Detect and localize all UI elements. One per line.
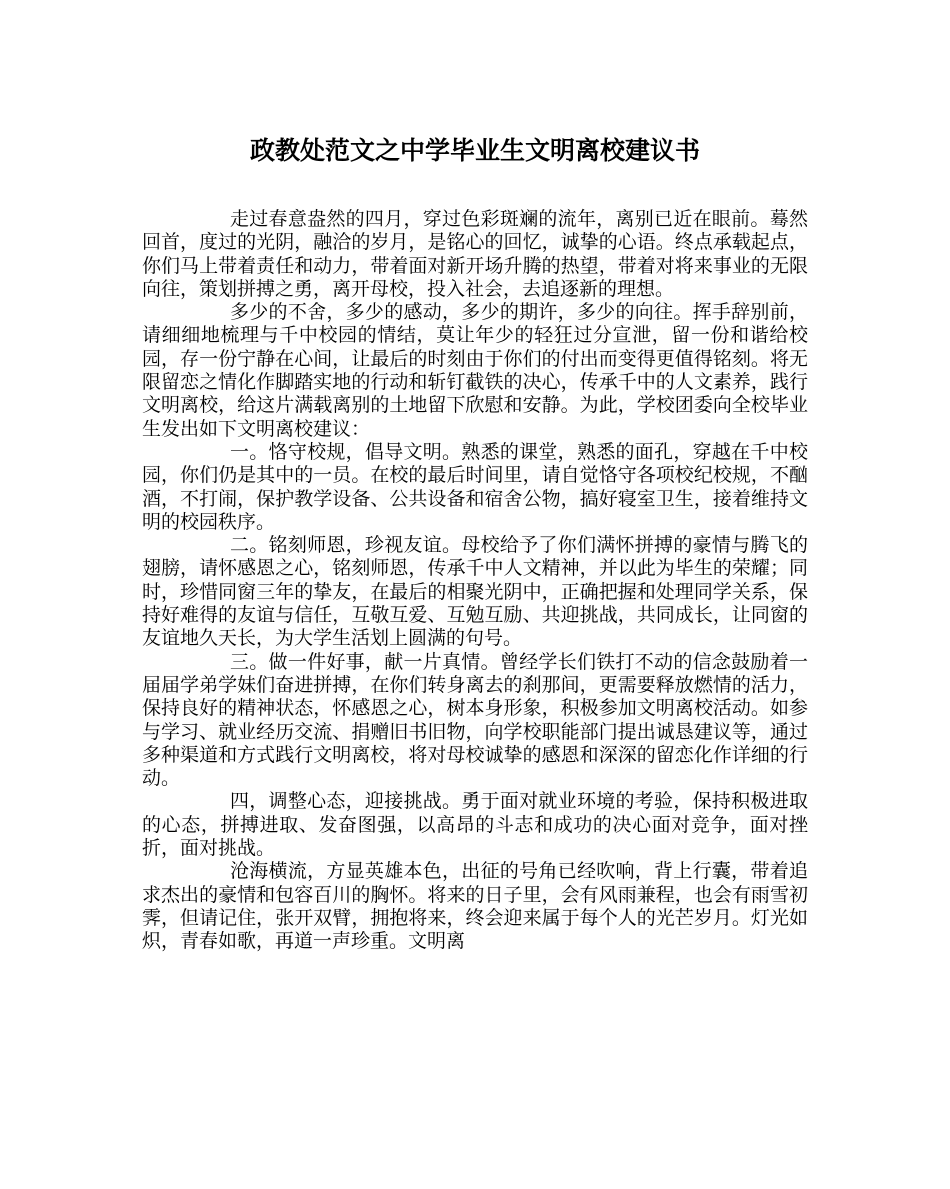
paragraph-intro: 走过春意盎然的四月，穿过色彩斑斓的流年，离别已近在眼前。蓦然回首，度过的光阴，融洽的岁月，是铭心的回忆，诚挚的心语。终点承载起点，你们马上带着责任和动力，带着面对新开场升腾的热望，带着对将来事业的无限向往，策划拼搏之勇，离开母校，投入社会，去追逐新的理想。 — [142, 208, 808, 300]
document-title: 政教处范文之中学毕业生文明离校建议书 — [249, 136, 700, 165]
paragraph-farewell: 多少的不舍，多少的感动，多少的期许，多少的向往。挥手辞别前，请细细地梳理与千中校园的情结，莫让年少的轻狂过分宣泄，留一份和谐给校园，存一份宁静在心间，让最后的时刻由于你们的付出而变得更值得铭刻。将无限留恋之情化作脚踏实地的行动和斩钉截铁的决心，传承千中的人文素养，践行文明离校，给这片满载离别的土地留下欣慰和安静。为此，学校团委向全校毕业生发出如下文明离校建议： — [142, 301, 808, 440]
document-body — [142, 208, 808, 954]
paragraph-closing: 沧海横流，方显英雄本色，出征的号角已经吹响，背上行囊，带着追求杰出的豪情和包容百川的胸怀。将来的日子里，会有风雨兼程，也会有雨雪初霁，但请记住，张开双臂，拥抱将来，终会迎来属于每个人的光芒岁月。灯光如炽，青春如歌，再道一声珍重。文明离 — [142, 860, 808, 953]
paragraph-suggestion-2: 二。铭刻师恩，珍视友谊。母校给予了你们满怀拼搏的豪情与腾飞的翅膀，请怀感恩之心，铭刻师恩，传承千中人文精神，并以此为毕生的荣耀；同时，珍惜同窗三年的挚友，在最后的相聚光阴中，正确把握和处理同学关系，保持好难得的友谊与信任，互敬互爱、互勉互励、共迎挑战，共同成长，让同窗的友谊地久天长，为大学生活划上圆满的句号。 — [142, 534, 808, 650]
paragraph-suggestion-1: 一。恪守校规，倡导文明。熟悉的课堂，熟悉的面孔，穿越在千中校园，你们仍是其中的一员。在校的最后时间里，请自觉恪守各项校纪校规，不酗酒，不打闹，保护教学设备、公共设备和宿舍公物，搞好寝室卫生，接着维持文明的校园秩序。 — [142, 440, 808, 533]
paragraph-suggestion-3: 三。做一件好事，献一片真情。曾经学长们铁打不动的信念鼓励着一届届学弟学妹们奋进拼搏，在你们转身离去的刹那间，更需要释放燃情的活力，保持良好的精神状态，怀感恩之心，树本身形象，积极参加文明离校活动。如参与学习、就业经历交流、捐赠旧书旧物，向学校职能部门提出诚恳建议等，通过多种渠道和方式践行文明离校，将对母校诚挚的感恩和深深的留恋化作详细的行动。 — [142, 650, 808, 790]
paragraph-suggestion-4: 四，调整心态，迎接挑战。勇于面对就业环境的考验，保持积极进取的心态，拼搏进取、发奋图强，以高昂的斗志和成功的决心面对竞争，面对挫折，面对挑战。 — [142, 790, 808, 860]
